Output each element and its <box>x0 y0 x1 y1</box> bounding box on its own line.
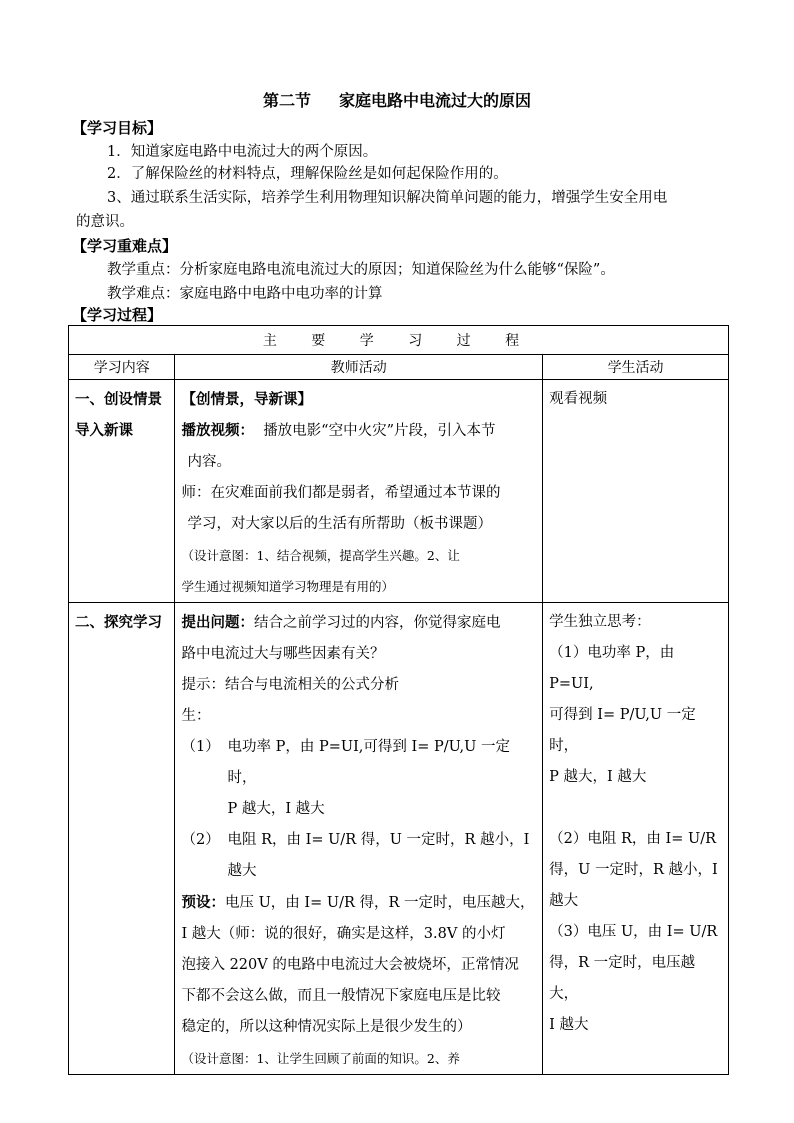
objective-item: 3、通过联系生活实际，培养学生利用物理知识解决简单问题的能力，增强学生安全用电 <box>107 190 668 206</box>
preset-text: 电压 U，由 I= U/R 得，R 一定时，电压越大， <box>224 895 535 911</box>
student-text: （2）电阻 R，由 I= U/R <box>549 831 716 847</box>
student-label: 生： <box>181 708 211 724</box>
process-heading: 【学习过程】 <box>72 306 163 324</box>
phase-label: 二、探究学习 <box>75 614 162 631</box>
list-item: （2） 电阻 R，由 I= U/R 得，U 一定时，R 越小，I <box>181 832 530 848</box>
preset-text: 下都不会这么做，而且一般情况下家庭电压是比较 <box>181 988 501 1004</box>
question-text-2: 路中电流过大与哪些因素有关？ <box>181 646 385 662</box>
video-label: 播放视频： <box>181 422 254 439</box>
question-label: 提出问题： <box>181 614 254 631</box>
video-text: 播放电影“空中火灾”片段，引入本节 <box>263 423 496 439</box>
list-item-cont: P 越大，I 越大 <box>227 801 325 817</box>
keypoints-heading: 【学习重难点】 <box>72 237 178 255</box>
preset-text: 稳定的，所以这种情况实际上是很少发生的） <box>181 1019 472 1035</box>
student-text: 越大 <box>549 893 579 909</box>
student-text: P 越大，I 越大 <box>549 769 647 785</box>
objective-item: 2．了解保险丝的材料特点，理解保险丝是如何起保险作用的。 <box>107 166 508 182</box>
title-topic: 家庭电路中电流过大的原因 <box>339 91 532 110</box>
col-header-student: 学生活动 <box>543 355 729 380</box>
teacher-heading: 【创情景，导新课】 <box>181 391 312 408</box>
design-note: （设计意图：1、结合视频，提高学生兴趣。2、让 <box>181 548 460 563</box>
page-title <box>0 88 794 111</box>
objectives-heading: 【学习目标】 <box>72 119 163 137</box>
table-row <box>69 380 175 603</box>
student-text: 观看视频 <box>549 391 608 407</box>
preset-label: 预设： <box>181 894 225 911</box>
student-activity <box>543 603 729 1075</box>
title-section: 第二节 <box>262 91 311 110</box>
student-text: （1）电功率 P，由 P=UI, <box>549 645 675 692</box>
phase-label: 一、创设情景导入新课 <box>75 391 162 439</box>
objective-item: 的意识。 <box>76 214 134 230</box>
student-text: 得，U 一定时，R 越小，I <box>549 862 718 878</box>
student-activity <box>543 380 729 603</box>
teacher-activity <box>175 380 543 603</box>
objective-item: 1．知道家庭电路中电流过大的两个原因。 <box>107 144 378 160</box>
list-item: （1） 电功率 P，由 P=UI,可得到 I= P/U,U 一定时， <box>181 739 510 786</box>
preset-text: 泡接入 220V 的电路中电流过大会被烧坏，正常情况 <box>181 957 519 973</box>
process-table <box>68 325 729 1075</box>
student-text: （3）电压 U，由 I= U/R <box>549 924 718 940</box>
question-text: 结合之前学习过的内容，你觉得家庭电 <box>253 615 501 631</box>
teacher-activity <box>175 603 543 1075</box>
student-text: 可得到 I= P/U,U 一定时， <box>549 707 696 754</box>
design-note: 学生通过视频知道学习物理是有用的） <box>181 579 394 594</box>
key-focus: 教学重点：分析家庭电路电流电流过大的原因；知道保险丝为什么能够“保险”。 <box>107 262 615 278</box>
table-title: 主 要 学 习 过 程 <box>69 326 729 355</box>
student-text <box>549 793 722 824</box>
student-text: 学生独立思考： <box>549 614 651 630</box>
list-item-cont: 越大 <box>227 863 257 879</box>
video-text-2: 内容。 <box>187 454 231 470</box>
design-note: （设计意图：1、让学生回顾了前面的知识。2、养 <box>181 1051 460 1066</box>
col-header-teacher: 教师活动 <box>175 355 543 380</box>
teacher-line: 师：在灾难面前我们都是弱者，希望通过本节课的 <box>181 485 501 501</box>
col-header-content: 学习内容 <box>69 355 175 380</box>
student-text: I 越大 <box>549 1017 589 1033</box>
teacher-line: 学习，对大家以后的生活有所帮助（板书课题） <box>187 516 492 532</box>
table-row <box>69 603 175 1075</box>
hint-text: 提示：结合与电流相关的公式分析 <box>181 677 399 693</box>
student-text: 得，R 一定时，电压越大， <box>549 955 696 1002</box>
key-difficulty: 教学难点：家庭电路中电路中电功率的计算 <box>107 286 383 302</box>
preset-text: I 越大（师：说的很好，确实是这样，3.8V 的小灯 <box>181 926 506 942</box>
